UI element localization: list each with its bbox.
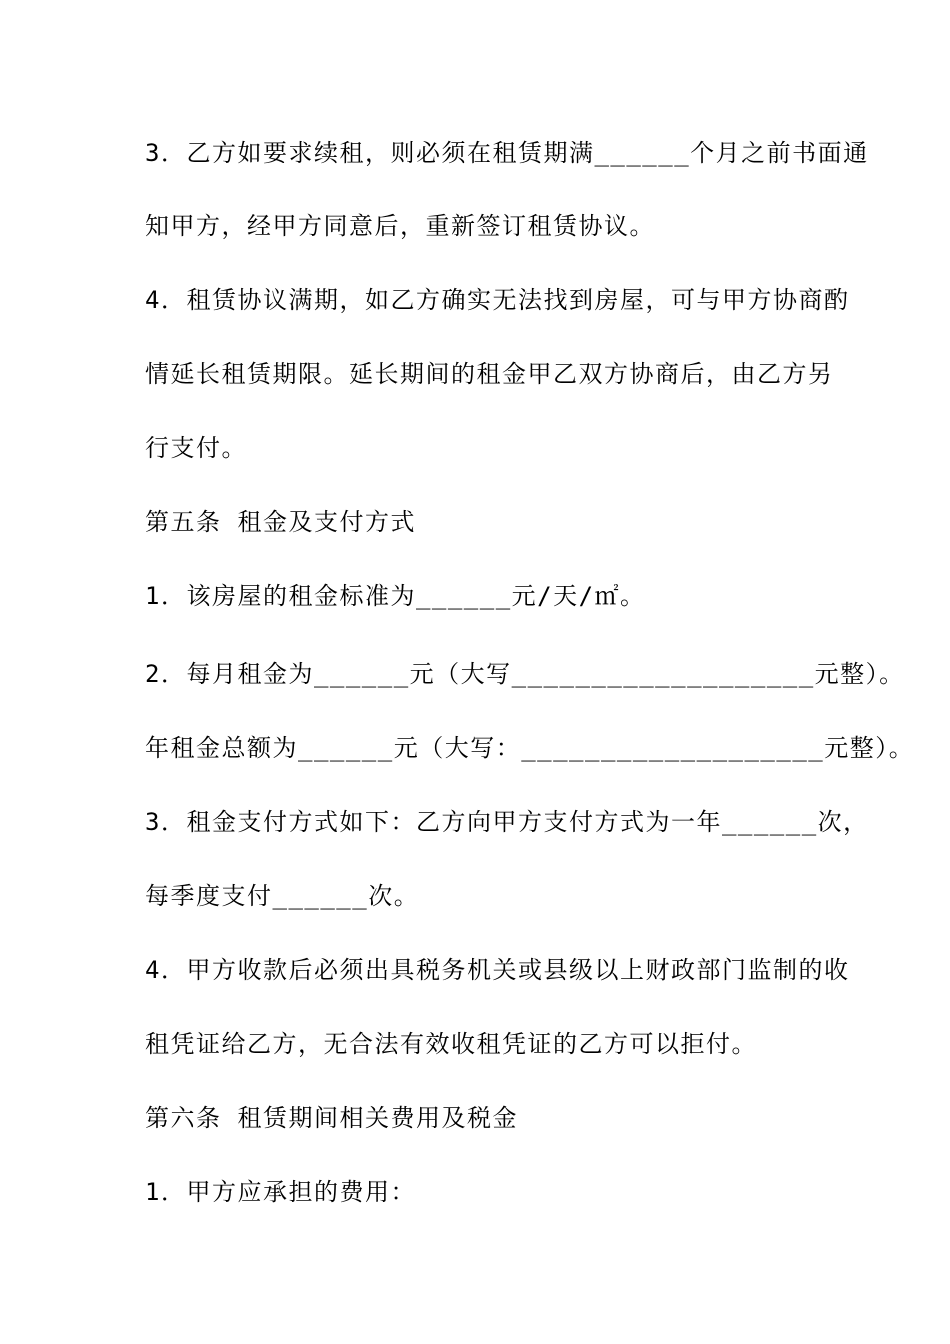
clause-4-extension-line-3: 行支付。 — [145, 434, 247, 462]
party-a-fees-line: 1．甲方应承担的费用： — [145, 1178, 416, 1206]
rent-standard-line: 1．该房屋的租金标准为______元/天/㎡。 — [145, 582, 646, 610]
payment-method-line-2: 每季度支付______次。 — [145, 882, 420, 910]
article-5-heading: 第五条 租金及支付方式 — [145, 508, 416, 536]
receipt-clause-line-2: 租凭证给乙方，无合法有效收租凭证的乙方可以拒付。 — [145, 1030, 757, 1058]
article-6-heading: 第六条 租赁期间相关费用及税金 — [145, 1104, 518, 1132]
clause-3-renewal-line-2: 知甲方，经甲方同意后，重新签订租赁协议。 — [145, 212, 655, 240]
receipt-clause-line-1: 4．甲方收款后必须出具税务机关或县级以上财政部门监制的收 — [145, 956, 850, 984]
clause-4-extension-line-1: 4．租赁协议满期，如乙方确实无法找到房屋，可与甲方协商酌 — [145, 286, 850, 314]
monthly-rent-line: 2．每月租金为______元（大写___________________元整）。 — [145, 660, 905, 688]
clause-3-renewal-line-1: 3．乙方如要求续租，则必须在租赁期满______个月之前书面通 — [145, 139, 869, 167]
clause-4-extension-line-2: 情延长租赁期限。延长期间的租金甲乙双方协商后，由乙方另 — [145, 360, 834, 388]
annual-rent-line: 年租金总额为______元（大写：___________________元整）。 — [145, 734, 915, 762]
payment-method-line-1: 3．租金支付方式如下：乙方向甲方支付方式为一年______次， — [145, 808, 869, 836]
